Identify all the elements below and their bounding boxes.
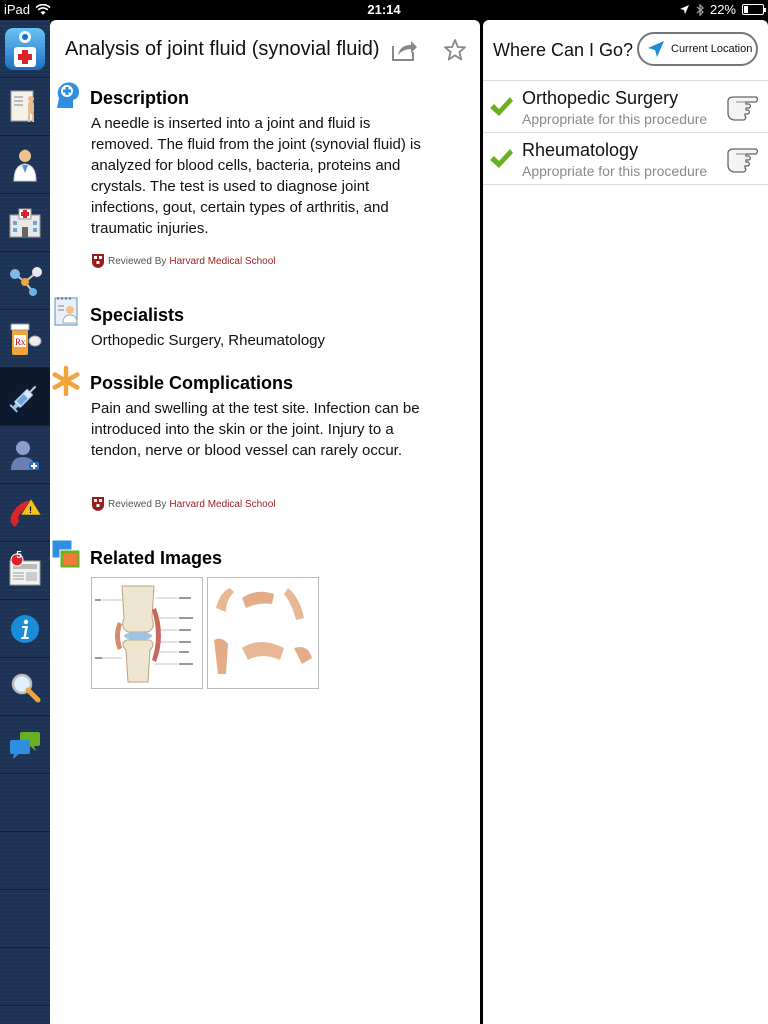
- emergency-phone-icon: [7, 497, 43, 529]
- page-title: Analysis of joint fluid (synovial fluid): [65, 38, 380, 60]
- reviewed-by-line: [91, 496, 276, 512]
- checkmark-icon: [488, 147, 514, 171]
- reviewed-by-line: [91, 253, 276, 269]
- place-name: Orthopedic Surgery: [522, 88, 679, 108]
- pill-bottle-icon: [8, 321, 42, 357]
- description-text: A needle is inserted into a joint and fluid is removed. The fluid from the joint (synovial fluid) is analyzed for blood cells, bacteria, proteins and crystals. The test is used to diagnose joint infections, gout, certain types of arthritis, and traumatic injuries.: [91, 115, 421, 237]
- place-subtitle: Appropriate for this procedure: [522, 111, 708, 127]
- description-heading: Description: [90, 88, 190, 108]
- location-arrow-icon: [647, 40, 665, 58]
- asterisk-warning-icon: [51, 366, 81, 396]
- app-logo-icon: [4, 27, 46, 71]
- knee-anatomy-image: [92, 578, 202, 688]
- person-profile-icon: [9, 438, 41, 472]
- sidebar-item-home[interactable]: [0, 20, 50, 78]
- reviewer-link[interactable]: Harvard Medical School: [169, 498, 276, 510]
- svg-text:!: !: [29, 504, 32, 515]
- hospital-icon: [8, 207, 42, 239]
- where-can-i-go-title: Where Can I Go?: [493, 40, 634, 60]
- related-image-joint-photos[interactable]: [207, 577, 319, 689]
- search-icon: [9, 671, 41, 703]
- sidebar-item-profile[interactable]: [0, 426, 50, 484]
- clock: 21:14: [367, 2, 401, 17]
- sidebar-item-conditions[interactable]: [0, 252, 50, 310]
- joint-photos-image: [208, 578, 318, 688]
- syringe-icon: [8, 380, 42, 414]
- sidebar-empty-slot: [0, 948, 50, 1006]
- related-image-knee-anatomy[interactable]: [91, 577, 203, 689]
- sidebar-item-search[interactable]: [0, 658, 50, 716]
- favorite-star-icon[interactable]: [443, 38, 467, 62]
- reviewed-by-label: Reviewed By: [108, 255, 167, 267]
- harvard-shield-icon: [91, 253, 105, 269]
- images-gallery-icon: [51, 539, 81, 569]
- svg-text:Rx: Rx: [15, 336, 26, 347]
- sidebar: [0, 20, 50, 1024]
- battery-percent: 22%: [709, 2, 736, 17]
- sidebar-item-emergency[interactable]: [0, 484, 50, 542]
- sidebar-item-info[interactable]: [0, 600, 50, 658]
- reviewer-link[interactable]: Harvard Medical School: [169, 255, 276, 267]
- place-row-rheumatology[interactable]: [483, 133, 768, 185]
- sidebar-item-hospitals[interactable]: [0, 194, 50, 252]
- related-images-heading: Related Images: [90, 548, 223, 568]
- pointing-hand-icon[interactable]: [724, 143, 760, 175]
- complications-text: Pain and swelling at the test site. Infection can be introduced into the skin or the joint. Injury to a tendon, nerve or blood vessel can rarely occur.: [91, 400, 420, 459]
- checkmark-icon: [488, 95, 514, 119]
- pointing-hand-icon[interactable]: [724, 91, 760, 123]
- news-badge-count: 5: [16, 550, 22, 561]
- sidebar-item-procedures[interactable]: [0, 368, 50, 426]
- bluetooth-icon: [696, 4, 704, 16]
- device-name: iPad: [4, 2, 31, 17]
- info-icon: [9, 613, 41, 645]
- body-chart-icon: [9, 89, 41, 125]
- sidebar-item-medications[interactable]: [0, 310, 50, 368]
- specialists-text: Orthopedic Surgery, Rheumatology: [91, 332, 326, 349]
- specialists-heading: Specialists: [90, 305, 185, 325]
- sidebar-item-body[interactable]: [0, 78, 50, 136]
- sidebar-empty-slot: [0, 890, 50, 948]
- place-name: Rheumatology: [522, 140, 639, 160]
- specialist-card-icon: [52, 296, 82, 326]
- complications-heading: Possible Complications: [90, 373, 294, 393]
- molecules-icon: [7, 264, 43, 298]
- sidebar-item-doctors[interactable]: [0, 136, 50, 194]
- current-location-label: Current Location: [671, 43, 753, 55]
- sidebar-item-news[interactable]: [0, 542, 50, 600]
- status-bar: [0, 0, 768, 20]
- sidebar-empty-slot: [0, 832, 50, 890]
- harvard-shield-icon: [91, 496, 105, 512]
- sidebar-item-messages[interactable]: [0, 716, 50, 774]
- sidebar-empty-slot: [0, 774, 50, 832]
- where-can-i-go-panel: [483, 20, 768, 1024]
- procedure-detail-panel: [50, 20, 480, 1024]
- location-arrow-icon: [679, 4, 690, 15]
- head-info-icon: [53, 80, 83, 110]
- reviewed-by-label: Reviewed By: [108, 498, 167, 510]
- doctor-icon: [10, 147, 40, 183]
- share-icon[interactable]: [390, 38, 418, 62]
- chat-icon: [8, 729, 42, 761]
- place-row-orthopedic-surgery[interactable]: [483, 81, 768, 133]
- place-subtitle: Appropriate for this procedure: [522, 163, 708, 179]
- current-location-button[interactable]: [637, 32, 758, 66]
- battery-icon: [742, 4, 764, 15]
